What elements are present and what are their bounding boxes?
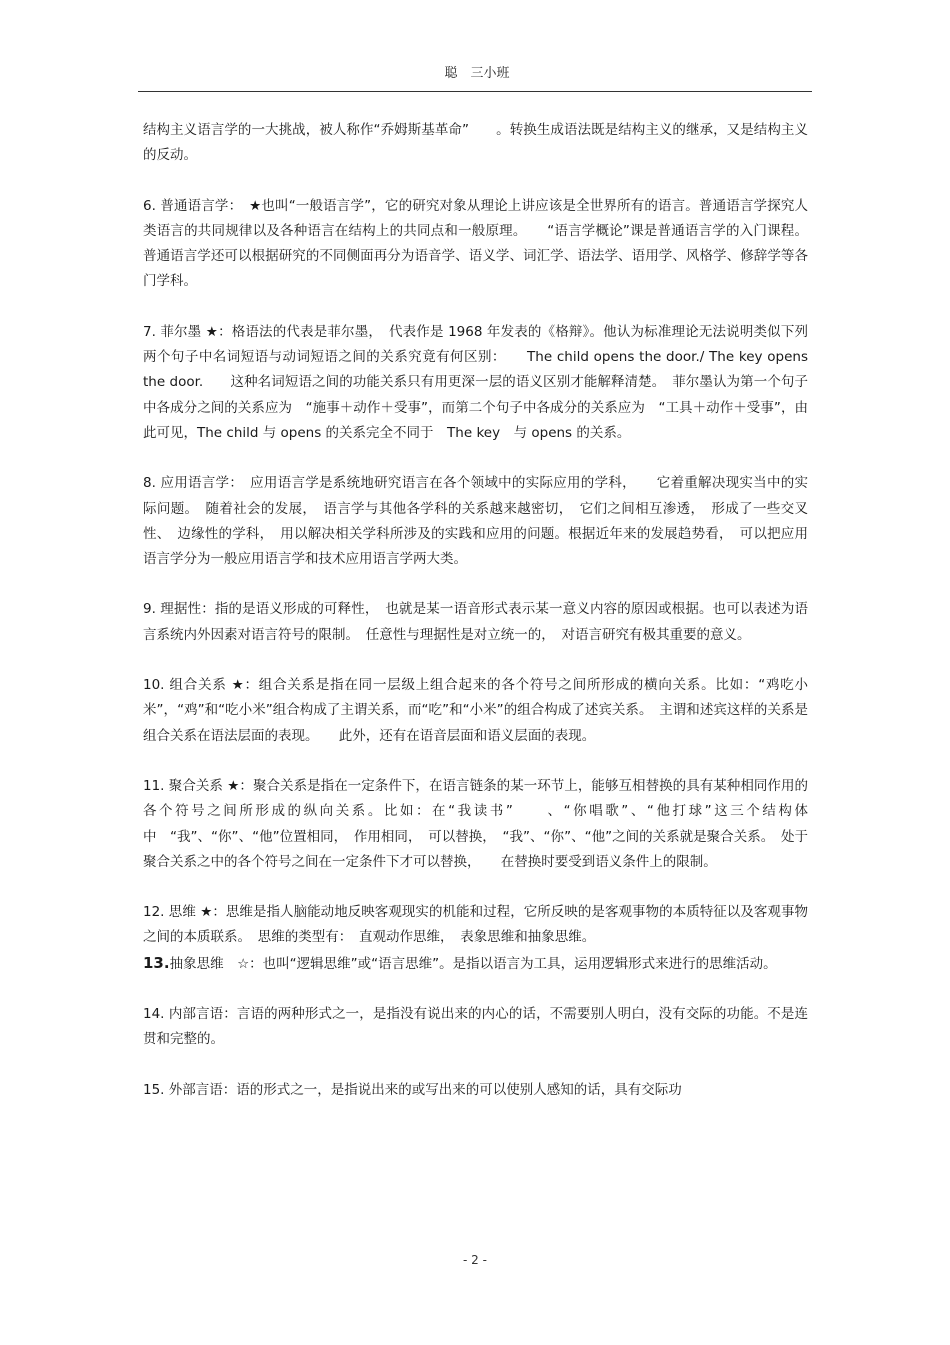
paragraph-10: 10. 组合关系 ★：组合关系是指在同一层级上组合起来的各个符号之间所形成的横向关系。比如：“鸡吃小米”，“鸡”和“吃小米”组合构成了主谓关系，而“吃”和“小米”的组合构成了述宾关系。 主谓和述宾这样的关系是组合关系在语法层面的表现。 此外，还有在语音层面和语义层面的表现。 [143,677,808,744]
paragraph-15: 15. 外部言语：语的形式之一，是指说出来的或写出来的可以使别人感知的话，具有交际功 [143,1081,682,1098]
paragraph-14: 14. 内部言语：言语的两种形式之一，是指没有说出来的内心的话，不需要别人明白，没有交际的功能。不是连贯和完整的。 [143,1006,808,1048]
paragraph-12: 12. 思维 ★：思维是指人脑能动地反映客观现实的机能和过程，它所反映的是客观事物的本质特征以及客观事物之间的本质联系。 思维的类型有： 直观动作思维， 表象思维和抽象思维。 [143,904,808,946]
paragraph-6: 6. 普通语言学： ★也叫“一般语言学”，它的研究对象从理论上讲应该是全世界所有的语言。普通语言学探究人类语言的共同规律以及各种语言在结构上的共同点和一般原理。 “语言学概论”课是普通语言学的入门课程。普通语言学还可以根据研究的不同侧面再分为语音学、语义学、词汇学、语法学、语用学、风格学、修辞学等各门学科。 [143,197,808,290]
header-rule [138,91,812,92]
page-number: - 2 - [463,1253,487,1267]
paragraph-13-number: 13. [143,953,170,972]
paragraph-intro: 结构主义语言学的一大挑战，被人称作“乔姆斯基革命” 。转换生成语法既是结构主义的继承，又是结构主义的反动。 [143,122,808,164]
paragraph-7: 7. 菲尔墨 ★：格语法的代表是菲尔墨， 代表作是 1968 年发表的《格辩》。他认为标准理论无法说明类似下列两个句子中名词短语与动词短语之间的关系究竟有何区别： The child opens the door./ The key opens the door. 这种名词短语之间的功能关系只有用更深一层的语义区别才能解释清楚。 菲尔墨认为第一个句子中各成分之间的关系应为 “施事＋动作＋受事”，而第二个句子中各成分的关系应为 “工具＋动作＋受事”，由此可见，The child 与 opens 的关系完全不同于 The key 与 opens 的关系。 [143,323,808,441]
paragraph-8: 8. 应用语言学： 应用语言学是系统地研究语言在各个领域中的实际应用的学科， 它着重解决现实当中的实际问题。 随着社会的发展， 语言学与其他各学科的关系越来越密切， 它们之间相互渗透， 形成了一些交叉性、 边缘性的学科， 用以解决相关学科所涉及的实践和应用的问题。根据近年来的发展趋势看， 可以把应用语言学分为一般应用语言学和技术应用语言学两大类。 [143,475,808,568]
page-header: 聪 三小班 [444,66,510,81]
paragraph-9: 9. 理据性：指的是语义形成的可释性， 也就是某一语音形式表示某一意义内容的原因或根据。也可以表述为语言系统内外因素对语言符号的限制。 任意性与理据性是对立统一的， 对语言研究有极其重要的意义。 [143,601,808,643]
paragraph-13-text: 抽象思维 ☆：也叫“逻辑思维”或“语言思维”。是指以语言为工具，运用逻辑形式来进行的思维活动。 [169,955,777,972]
paragraph-13 [143,951,808,977]
document-body [143,118,808,1128]
paragraph-11: 11. 聚合关系 ★：聚合关系是指在一定条件下，在语言链条的某一环节上，能够互相替换的具有某种相同作用的各个符号之间所形成的纵向关系。比如：在“我读书” 、“你唱歌”、“他打球”这三个结构体中 “我”、“你”、“他”位置相同， 作用相同， 可以替换， “我”、“你”、“他”之间的关系就是聚合关系。 处于聚合关系之中的各个符号之间在一定条件下才可以替换， 在替换时要受到语义条件上的限制。 [143,777,808,870]
